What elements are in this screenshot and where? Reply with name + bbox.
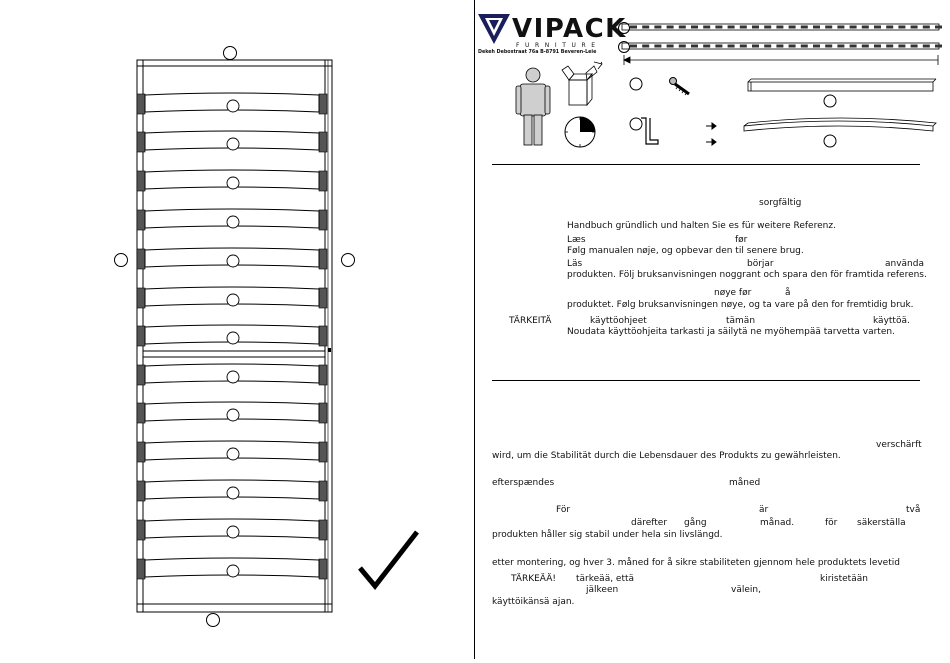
parts-illustration	[474, 0, 950, 160]
maintenance-line: välein,	[731, 585, 761, 595]
notice-line: produkten. Följ bruksanvisningen noggrant och spara den för framtida referens.	[567, 270, 927, 280]
callout-circle-right	[342, 254, 355, 267]
brand-sub: FURNITURE	[516, 42, 601, 49]
rail-tick-mark: ,	[600, 56, 603, 66]
maintenance-line: för	[825, 518, 838, 528]
maintenance-line: är	[759, 505, 769, 515]
callout-circle-bottom	[207, 614, 220, 627]
slat	[137, 170, 327, 191]
notice-line: använda	[885, 259, 924, 269]
section-divider-1	[492, 164, 920, 165]
notice-line: käyttöä.	[873, 316, 910, 326]
maintenance-line: produkten håller sig stabil under hela sin livslängd.	[492, 530, 723, 540]
maintenance-line: gång	[684, 518, 707, 528]
package-box-icon	[562, 62, 602, 105]
section-divider-2	[492, 380, 920, 381]
notice-line: nøye før	[714, 288, 752, 298]
slat	[137, 402, 327, 423]
slat	[137, 441, 327, 462]
notice-line: å	[785, 288, 791, 298]
slats-group	[137, 93, 327, 579]
notice-line: käyttöohjeet	[590, 316, 647, 326]
notice-line: Noudata käyttöohjeita tarkasti ja säilytä ne myöhempää tarvetta varten.	[567, 327, 895, 337]
notice-line: før	[735, 235, 748, 245]
allen-key-icon	[641, 118, 658, 144]
slat	[137, 364, 327, 385]
slat	[137, 519, 327, 540]
maintenance-line: kiristetään	[820, 574, 868, 584]
slat	[137, 558, 327, 579]
maintenance-line: jälkeen	[586, 585, 619, 595]
maintenance-line: måned	[729, 478, 761, 488]
slat	[137, 248, 327, 269]
maintenance-line: därefter	[631, 518, 668, 528]
notice-line: tämän	[726, 316, 756, 326]
maintenance-line: säkerställa	[857, 518, 906, 528]
maintenance-line: verschärft	[876, 440, 922, 450]
curved-slat	[744, 118, 936, 131]
maintenance-line: wird, um die Stabilität durch die Lebensdauer des Produkts zu gewährleisten.	[492, 451, 841, 461]
maintenance-line: etter montering, og hver 3. måned for å sikre stabiliteten gjennom hele produktets levetid	[492, 558, 900, 568]
brand-address: Dekeh Debostraat 76a B-8791 Beveren-Leie	[478, 50, 597, 55]
screw-icon	[670, 78, 690, 96]
person-icon	[516, 68, 550, 145]
notice-line: sorgfältig	[759, 198, 802, 208]
slat	[137, 131, 327, 152]
callout-circle-top	[224, 47, 237, 60]
wooden-beam	[748, 79, 936, 91]
notice-line: Læs	[567, 235, 586, 245]
notice-line: börjar	[747, 259, 774, 269]
slat	[137, 93, 327, 114]
brand-name: VIPACK	[512, 14, 627, 44]
notice-line: TÄRKEITÄ	[509, 316, 552, 326]
slat	[137, 325, 327, 346]
notice-line: Handbuch gründlich und halten Sie es für weitere Referenz.	[567, 221, 836, 231]
maintenance-line: två	[906, 505, 921, 515]
maintenance-line: tärkeää, että	[576, 574, 635, 584]
maintenance-line: månad.	[760, 518, 795, 528]
clock-icon	[565, 117, 595, 147]
maintenance-line: TÄRKEÄÄ!	[511, 574, 556, 584]
slat	[137, 209, 327, 230]
notice-line: Läs	[567, 259, 583, 269]
arrow-icon	[706, 123, 716, 145]
maintenance-line: käyttöikänsä ajan.	[492, 597, 575, 607]
notice-line: produktet. Følg bruksanvisningen nøye, og ta vare på den for fremtidig bruk.	[567, 300, 914, 310]
checkmark-icon	[357, 528, 419, 592]
notice-line: Følg manualen nøje, og opbevar den til senere brug.	[567, 246, 804, 256]
slat	[137, 480, 327, 501]
slat	[137, 287, 327, 308]
callout-circle-left	[115, 254, 128, 267]
maintenance-line: För	[556, 505, 571, 515]
maintenance-line: efterspændes	[492, 478, 555, 488]
